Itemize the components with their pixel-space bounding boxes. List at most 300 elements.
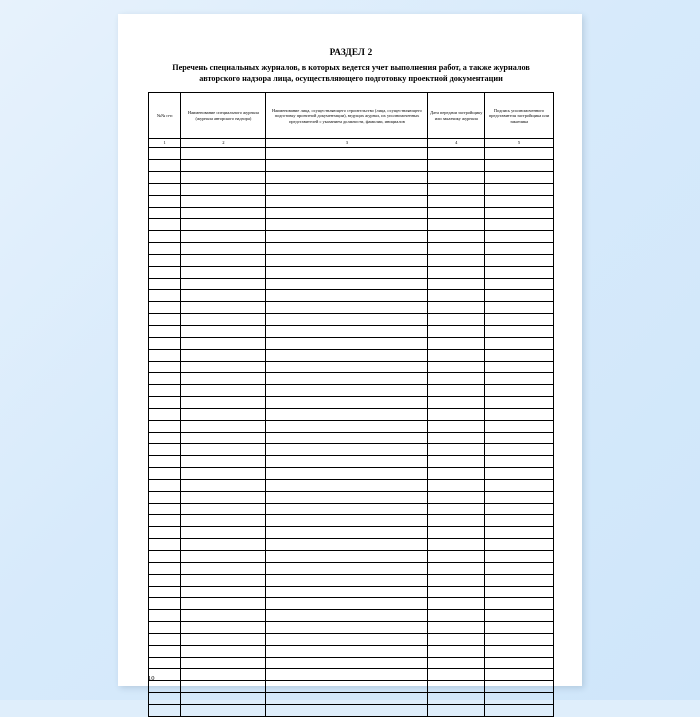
- cell-journal-name[interactable]: [181, 373, 266, 385]
- cell-entity-name[interactable]: [266, 385, 428, 397]
- cell-transfer-date[interactable]: [428, 622, 485, 634]
- cell-transfer-date[interactable]: [428, 693, 485, 705]
- cell-number[interactable]: [149, 633, 181, 645]
- cell-number[interactable]: [149, 337, 181, 349]
- cell-number[interactable]: [149, 444, 181, 456]
- cell-journal-name[interactable]: [181, 693, 266, 705]
- table-row: [149, 373, 554, 385]
- cell-signature[interactable]: [485, 669, 554, 681]
- table-row: [149, 669, 554, 681]
- cell-transfer-date[interactable]: [428, 539, 485, 551]
- page-number: 10: [148, 675, 155, 682]
- table-row: [149, 503, 554, 515]
- cell-journal-name[interactable]: [181, 586, 266, 598]
- cell-signature[interactable]: [485, 314, 554, 326]
- cell-signature[interactable]: [485, 302, 554, 314]
- cell-number[interactable]: [149, 183, 181, 195]
- cell-entity-name[interactable]: [266, 160, 428, 172]
- column-number-5: 5: [485, 139, 554, 148]
- cell-entity-name[interactable]: [266, 361, 428, 373]
- cell-signature[interactable]: [485, 468, 554, 480]
- cell-signature[interactable]: [485, 361, 554, 373]
- cell-number[interactable]: [149, 207, 181, 219]
- cell-journal-name[interactable]: [181, 266, 266, 278]
- cell-signature[interactable]: [485, 610, 554, 622]
- cell-entity-name[interactable]: [266, 444, 428, 456]
- cell-signature[interactable]: [485, 290, 554, 302]
- cell-entity-name[interactable]: [266, 539, 428, 551]
- table-row: [149, 148, 554, 160]
- cell-journal-name[interactable]: [181, 515, 266, 527]
- table-row: [149, 432, 554, 444]
- cell-entity-name[interactable]: [266, 645, 428, 657]
- cell-signature[interactable]: [485, 645, 554, 657]
- cell-entity-name[interactable]: [266, 290, 428, 302]
- cell-transfer-date[interactable]: [428, 314, 485, 326]
- table-row: [149, 515, 554, 527]
- column-number-1: 1: [149, 139, 181, 148]
- cell-signature[interactable]: [485, 432, 554, 444]
- cell-transfer-date[interactable]: [428, 302, 485, 314]
- cell-entity-name[interactable]: [266, 337, 428, 349]
- cell-signature[interactable]: [485, 195, 554, 207]
- cell-entity-name[interactable]: [266, 657, 428, 669]
- table-row: [149, 562, 554, 574]
- cell-number[interactable]: [149, 290, 181, 302]
- cell-entity-name[interactable]: [266, 349, 428, 361]
- column-header-number: №№ п-п: [149, 93, 181, 139]
- table-row: [149, 704, 554, 716]
- cell-transfer-date[interactable]: [428, 645, 485, 657]
- cell-signature[interactable]: [485, 622, 554, 634]
- cell-number[interactable]: [149, 266, 181, 278]
- cell-journal-name[interactable]: [181, 420, 266, 432]
- cell-signature[interactable]: [485, 704, 554, 716]
- cell-journal-name[interactable]: [181, 337, 266, 349]
- table-row: [149, 231, 554, 243]
- cell-number[interactable]: [149, 645, 181, 657]
- cell-entity-name[interactable]: [266, 551, 428, 563]
- cell-entity-name[interactable]: [266, 243, 428, 255]
- cell-entity-name[interactable]: [266, 598, 428, 610]
- cell-journal-name[interactable]: [181, 645, 266, 657]
- cell-number[interactable]: [149, 681, 181, 693]
- cell-signature[interactable]: [485, 657, 554, 669]
- cell-number[interactable]: [149, 562, 181, 574]
- cell-entity-name[interactable]: [266, 562, 428, 574]
- table-row: [149, 456, 554, 468]
- cell-entity-name[interactable]: [266, 420, 428, 432]
- cell-signature[interactable]: [485, 243, 554, 255]
- cell-signature[interactable]: [485, 539, 554, 551]
- cell-transfer-date[interactable]: [428, 325, 485, 337]
- cell-transfer-date[interactable]: [428, 349, 485, 361]
- cell-journal-name[interactable]: [181, 456, 266, 468]
- cell-journal-name[interactable]: [181, 432, 266, 444]
- cell-signature[interactable]: [485, 349, 554, 361]
- cell-entity-name[interactable]: [266, 254, 428, 266]
- cell-number[interactable]: [149, 148, 181, 160]
- cell-transfer-date[interactable]: [428, 468, 485, 480]
- cell-number[interactable]: [149, 361, 181, 373]
- cell-transfer-date[interactable]: [428, 266, 485, 278]
- cell-signature[interactable]: [485, 479, 554, 491]
- cell-transfer-date[interactable]: [428, 681, 485, 693]
- cell-number[interactable]: [149, 397, 181, 409]
- cell-signature[interactable]: [485, 551, 554, 563]
- cell-entity-name[interactable]: [266, 302, 428, 314]
- cell-signature[interactable]: [485, 408, 554, 420]
- cell-entity-name[interactable]: [266, 148, 428, 160]
- cell-entity-name[interactable]: [266, 503, 428, 515]
- cell-number[interactable]: [149, 349, 181, 361]
- table-row: [149, 160, 554, 172]
- cell-number[interactable]: [149, 243, 181, 255]
- cell-journal-name[interactable]: [181, 681, 266, 693]
- table-row: [149, 325, 554, 337]
- table-row: [149, 479, 554, 491]
- cell-transfer-date[interactable]: [428, 704, 485, 716]
- cell-transfer-date[interactable]: [428, 385, 485, 397]
- cell-signature[interactable]: [485, 397, 554, 409]
- cell-transfer-date[interactable]: [428, 148, 485, 160]
- cell-entity-name[interactable]: [266, 622, 428, 634]
- cell-journal-name[interactable]: [181, 503, 266, 515]
- cell-entity-name[interactable]: [266, 278, 428, 290]
- cell-signature[interactable]: [485, 503, 554, 515]
- cell-transfer-date[interactable]: [428, 195, 485, 207]
- table-row: [149, 183, 554, 195]
- table-row: [149, 266, 554, 278]
- cell-number[interactable]: [149, 539, 181, 551]
- table-column-numbers-row: [149, 139, 554, 148]
- cell-transfer-date[interactable]: [428, 551, 485, 563]
- cell-entity-name[interactable]: [266, 669, 428, 681]
- cell-transfer-date[interactable]: [428, 219, 485, 231]
- cell-entity-name[interactable]: [266, 515, 428, 527]
- cell-signature[interactable]: [485, 266, 554, 278]
- cell-journal-name[interactable]: [181, 325, 266, 337]
- column-number-4: 4: [428, 139, 485, 148]
- cell-number[interactable]: [149, 195, 181, 207]
- cell-signature[interactable]: [485, 219, 554, 231]
- cell-journal-name[interactable]: [181, 610, 266, 622]
- cell-number[interactable]: [149, 704, 181, 716]
- cell-transfer-date[interactable]: [428, 444, 485, 456]
- cell-transfer-date[interactable]: [428, 598, 485, 610]
- cell-journal-name[interactable]: [181, 160, 266, 172]
- cell-transfer-date[interactable]: [428, 456, 485, 468]
- cell-journal-name[interactable]: [181, 397, 266, 409]
- cell-transfer-date[interactable]: [428, 562, 485, 574]
- cell-transfer-date[interactable]: [428, 160, 485, 172]
- cell-number[interactable]: [149, 373, 181, 385]
- cell-journal-name[interactable]: [181, 148, 266, 160]
- table-row: [149, 302, 554, 314]
- cell-transfer-date[interactable]: [428, 207, 485, 219]
- cell-journal-name[interactable]: [181, 243, 266, 255]
- cell-number[interactable]: [149, 385, 181, 397]
- cell-number[interactable]: [149, 479, 181, 491]
- column-header-transfer-date: Дата передачи застройщику или заказчику журнала: [428, 93, 485, 139]
- table-row: [149, 361, 554, 373]
- cell-journal-name[interactable]: [181, 657, 266, 669]
- cell-journal-name[interactable]: [181, 219, 266, 231]
- table-row: [149, 586, 554, 598]
- cell-number[interactable]: [149, 622, 181, 634]
- cell-transfer-date[interactable]: [428, 574, 485, 586]
- cell-transfer-date[interactable]: [428, 397, 485, 409]
- cell-entity-name[interactable]: [266, 207, 428, 219]
- cell-entity-name[interactable]: [266, 325, 428, 337]
- cell-number[interactable]: [149, 420, 181, 432]
- table-row: [149, 527, 554, 539]
- cell-journal-name[interactable]: [181, 562, 266, 574]
- cell-signature[interactable]: [485, 325, 554, 337]
- cell-entity-name[interactable]: [266, 456, 428, 468]
- table-row: [149, 385, 554, 397]
- cell-journal-name[interactable]: [181, 231, 266, 243]
- cell-number[interactable]: [149, 172, 181, 184]
- cell-transfer-date[interactable]: [428, 183, 485, 195]
- cell-entity-name[interactable]: [266, 397, 428, 409]
- cell-transfer-date[interactable]: [428, 172, 485, 184]
- cell-transfer-date[interactable]: [428, 515, 485, 527]
- cell-entity-name[interactable]: [266, 681, 428, 693]
- cell-number[interactable]: [149, 551, 181, 563]
- cell-journal-name[interactable]: [181, 254, 266, 266]
- table-row: [149, 254, 554, 266]
- cell-number[interactable]: [149, 314, 181, 326]
- page-subtitle: Перечень специальных журналов, в которых ведется учет выполнения работ, а также журналов авторского надзора лица, осуществляющего подготовку проектной документации: [172, 63, 530, 84]
- cell-number[interactable]: [149, 219, 181, 231]
- cell-journal-name[interactable]: [181, 302, 266, 314]
- cell-number[interactable]: [149, 610, 181, 622]
- cell-journal-name[interactable]: [181, 704, 266, 716]
- cell-transfer-date[interactable]: [428, 610, 485, 622]
- cell-number[interactable]: [149, 160, 181, 172]
- cell-number[interactable]: [149, 657, 181, 669]
- cell-entity-name[interactable]: [266, 468, 428, 480]
- cell-number[interactable]: [149, 278, 181, 290]
- column-header-entity-name: Наименование лица, осуществляющего строительство (лица, осуществляющего подготовку проектной документации), ведущих журнал, их уполномоченных представителей с указанием должности, фамилии, инициалов: [266, 93, 428, 139]
- cell-journal-name[interactable]: [181, 385, 266, 397]
- cell-transfer-date[interactable]: [428, 479, 485, 491]
- cell-entity-name[interactable]: [266, 373, 428, 385]
- table-row: [149, 622, 554, 634]
- cell-number[interactable]: [149, 503, 181, 515]
- table-row: [149, 693, 554, 705]
- cell-signature[interactable]: [485, 562, 554, 574]
- cell-signature[interactable]: [485, 231, 554, 243]
- cell-signature[interactable]: [485, 693, 554, 705]
- table-row: [149, 681, 554, 693]
- cell-journal-name[interactable]: [181, 491, 266, 503]
- cell-transfer-date[interactable]: [428, 290, 485, 302]
- cell-journal-name[interactable]: [181, 278, 266, 290]
- cell-signature[interactable]: [485, 491, 554, 503]
- table-row: [149, 420, 554, 432]
- table-row: [149, 610, 554, 622]
- cell-number[interactable]: [149, 302, 181, 314]
- cell-number[interactable]: [149, 491, 181, 503]
- cell-entity-name[interactable]: [266, 432, 428, 444]
- cell-journal-name[interactable]: [181, 633, 266, 645]
- cell-number[interactable]: [149, 408, 181, 420]
- cell-signature[interactable]: [485, 681, 554, 693]
- cell-signature[interactable]: [485, 633, 554, 645]
- table-row: [149, 349, 554, 361]
- cell-signature[interactable]: [485, 160, 554, 172]
- cell-entity-name[interactable]: [266, 610, 428, 622]
- cell-transfer-date[interactable]: [428, 373, 485, 385]
- table-row: [149, 539, 554, 551]
- cell-number[interactable]: [149, 231, 181, 243]
- cell-signature[interactable]: [485, 527, 554, 539]
- cell-journal-name[interactable]: [181, 290, 266, 302]
- cell-signature[interactable]: [485, 598, 554, 610]
- cell-journal-name[interactable]: [181, 207, 266, 219]
- cell-signature[interactable]: [485, 586, 554, 598]
- table-row: [149, 314, 554, 326]
- cell-signature[interactable]: [485, 207, 554, 219]
- table-header: [149, 93, 554, 148]
- cell-signature[interactable]: [485, 456, 554, 468]
- cell-number[interactable]: [149, 598, 181, 610]
- cell-number[interactable]: [149, 574, 181, 586]
- cell-journal-name[interactable]: [181, 551, 266, 563]
- cell-journal-name[interactable]: [181, 183, 266, 195]
- cell-signature[interactable]: [485, 254, 554, 266]
- cell-transfer-date[interactable]: [428, 337, 485, 349]
- cell-entity-name[interactable]: [266, 183, 428, 195]
- cell-transfer-date[interactable]: [428, 420, 485, 432]
- cell-journal-name[interactable]: [181, 479, 266, 491]
- cell-transfer-date[interactable]: [428, 408, 485, 420]
- cell-transfer-date[interactable]: [428, 669, 485, 681]
- column-number-2: 2: [181, 139, 266, 148]
- cell-journal-name[interactable]: [181, 195, 266, 207]
- column-header-signature: Подпись уполномоченного представителя застройщика или заказчика: [485, 93, 554, 139]
- cell-journal-name[interactable]: [181, 539, 266, 551]
- cell-entity-name[interactable]: [266, 693, 428, 705]
- table-row: [149, 243, 554, 255]
- cell-transfer-date[interactable]: [428, 527, 485, 539]
- cell-transfer-date[interactable]: [428, 503, 485, 515]
- table-row: [149, 468, 554, 480]
- cell-transfer-date[interactable]: [428, 278, 485, 290]
- cell-signature[interactable]: [485, 148, 554, 160]
- table-row: [149, 598, 554, 610]
- table-row: [149, 219, 554, 231]
- cell-transfer-date[interactable]: [428, 657, 485, 669]
- table-row: [149, 551, 554, 563]
- cell-journal-name[interactable]: [181, 574, 266, 586]
- cell-transfer-date[interactable]: [428, 491, 485, 503]
- table-row: [149, 195, 554, 207]
- table-row: [149, 397, 554, 409]
- cell-entity-name[interactable]: [266, 219, 428, 231]
- cell-number[interactable]: [149, 456, 181, 468]
- cell-signature[interactable]: [485, 172, 554, 184]
- cell-signature[interactable]: [485, 444, 554, 456]
- page-content: [148, 48, 554, 670]
- table-row: [149, 172, 554, 184]
- table-row: [149, 278, 554, 290]
- cell-signature[interactable]: [485, 420, 554, 432]
- table-row: [149, 574, 554, 586]
- cell-journal-name[interactable]: [181, 408, 266, 420]
- cell-journal-name[interactable]: [181, 622, 266, 634]
- table-row: [149, 408, 554, 420]
- column-number-3: 3: [266, 139, 428, 148]
- cell-entity-name[interactable]: [266, 266, 428, 278]
- cell-entity-name[interactable]: [266, 314, 428, 326]
- cell-number[interactable]: [149, 432, 181, 444]
- cell-transfer-date[interactable]: [428, 254, 485, 266]
- cell-transfer-date[interactable]: [428, 231, 485, 243]
- cell-journal-name[interactable]: [181, 669, 266, 681]
- cell-entity-name[interactable]: [266, 479, 428, 491]
- table-row: [149, 337, 554, 349]
- cell-journal-name[interactable]: [181, 361, 266, 373]
- cell-journal-name[interactable]: [181, 468, 266, 480]
- cell-entity-name[interactable]: [266, 633, 428, 645]
- cell-transfer-date[interactable]: [428, 432, 485, 444]
- cell-number[interactable]: [149, 325, 181, 337]
- cell-journal-name[interactable]: [181, 349, 266, 361]
- table-row: [149, 657, 554, 669]
- cell-journal-name[interactable]: [181, 598, 266, 610]
- cell-entity-name[interactable]: [266, 586, 428, 598]
- cell-signature[interactable]: [485, 515, 554, 527]
- page-title: РАЗДЕЛ 2: [329, 47, 373, 57]
- cell-entity-name[interactable]: [266, 408, 428, 420]
- document-page: [118, 14, 582, 686]
- cell-journal-name[interactable]: [181, 527, 266, 539]
- cell-number[interactable]: [149, 468, 181, 480]
- cell-number[interactable]: [149, 527, 181, 539]
- cell-entity-name[interactable]: [266, 704, 428, 716]
- cell-number[interactable]: [149, 693, 181, 705]
- cell-signature[interactable]: [485, 278, 554, 290]
- cell-number[interactable]: [149, 586, 181, 598]
- cell-number[interactable]: [149, 515, 181, 527]
- cell-signature[interactable]: [485, 337, 554, 349]
- cell-signature[interactable]: [485, 183, 554, 195]
- cell-entity-name[interactable]: [266, 231, 428, 243]
- cell-signature[interactable]: [485, 373, 554, 385]
- cell-journal-name[interactable]: [181, 444, 266, 456]
- cell-transfer-date[interactable]: [428, 243, 485, 255]
- cell-signature[interactable]: [485, 385, 554, 397]
- table-body: [149, 148, 554, 717]
- cell-entity-name[interactable]: [266, 172, 428, 184]
- cell-transfer-date[interactable]: [428, 633, 485, 645]
- cell-signature[interactable]: [485, 574, 554, 586]
- cell-journal-name[interactable]: [181, 314, 266, 326]
- table-row: [149, 491, 554, 503]
- table-row: [149, 633, 554, 645]
- cell-transfer-date[interactable]: [428, 586, 485, 598]
- cell-entity-name[interactable]: [266, 491, 428, 503]
- cell-journal-name[interactable]: [181, 172, 266, 184]
- cell-number[interactable]: [149, 254, 181, 266]
- cell-transfer-date[interactable]: [428, 361, 485, 373]
- cell-entity-name[interactable]: [266, 527, 428, 539]
- cell-entity-name[interactable]: [266, 195, 428, 207]
- cell-entity-name[interactable]: [266, 574, 428, 586]
